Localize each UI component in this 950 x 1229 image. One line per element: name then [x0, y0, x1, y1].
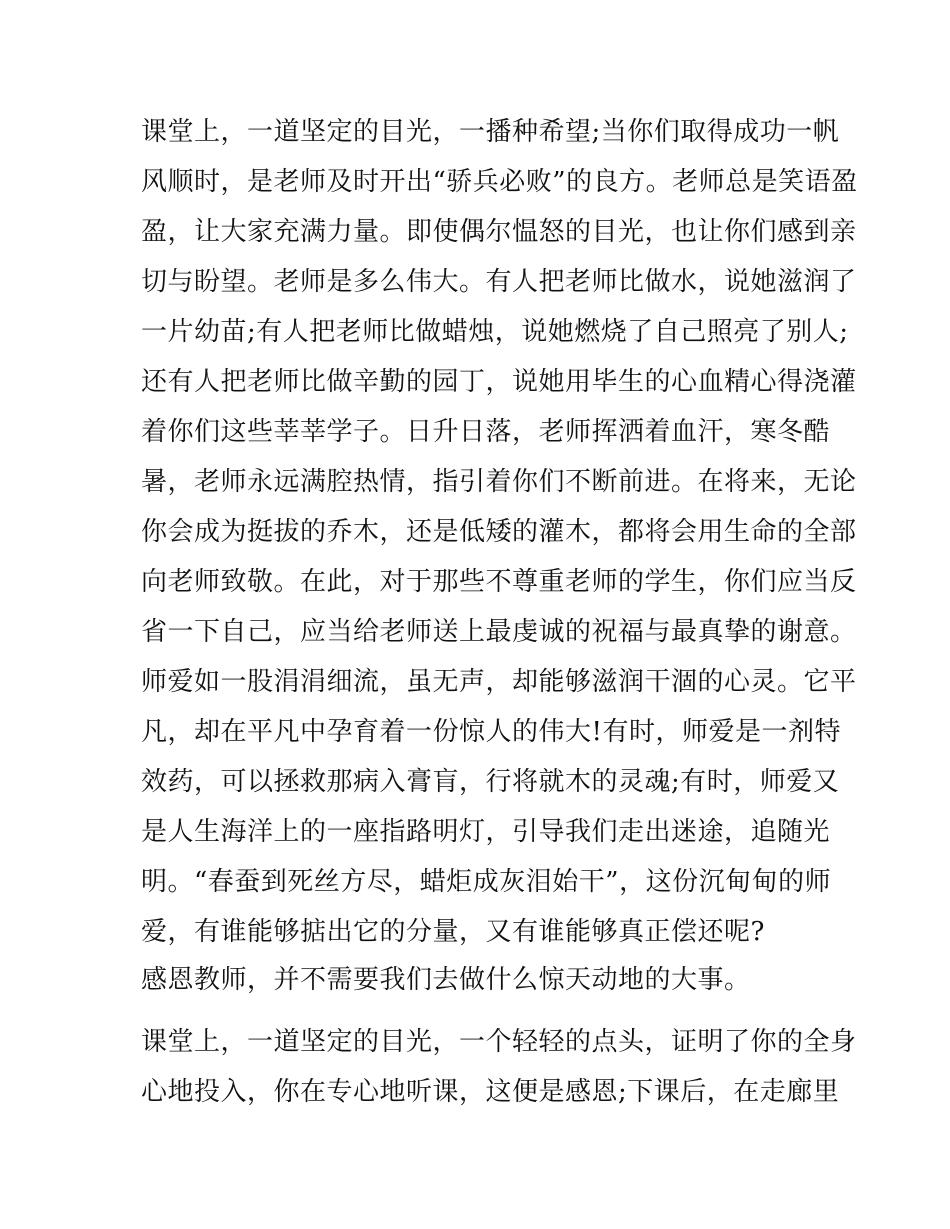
text-line: 一片幼苗;有人把老师比做蜡烛，说她燃烧了自己照亮了别人; [141, 317, 849, 347]
text-line: 爱，有谁能够掂出它的分量，又有谁能够真正偿还呢? [141, 917, 765, 947]
text-line: 你会成为挺拔的乔木，还是低矮的灌木，都将会用生命的全部 [141, 517, 857, 547]
text-line: 暑，老师永远满腔热情，指引着你们不断前进。在将来，无论 [141, 467, 857, 497]
text-line: 明。“春蚕到死丝方尽，蜡炬成灰泪始干”，这份沉甸甸的师 [141, 867, 832, 897]
text-line: 风顺时，是老师及时开出“骄兵必败”的良方。老师总是笑语盈 [141, 167, 858, 197]
text-line: 向老师致敬。在此，对于那些不尊重老师的学生，你们应当反 [141, 567, 857, 597]
text-line: 切与盼望。老师是多么伟大。有人把老师比做水，说她滋润了 [141, 267, 857, 297]
text-line: 盈，让大家充满力量。即使偶尔愠怒的目光，也让你们感到亲 [141, 217, 857, 247]
text-line: 凡，却在平凡中孕育着一份惊人的伟大!有时，师爱是一剂特 [141, 717, 841, 747]
text-line: 效药，可以拯救那病入膏肓，行将就木的灵魂;有时，师爱又 [141, 767, 840, 797]
text-line: 师爱如一股涓涓细流，虽无声，却能够滋润干涸的心灵。它平 [141, 667, 857, 697]
text-line: 还有人把老师比做辛勤的园丁，说她用毕生的心血精心得浇灌 [141, 367, 857, 397]
text-line: 感恩教师，并不需要我们去做什么惊天动地的大事。 [141, 965, 751, 995]
text-line: 着你们这些莘莘学子。日升日落，老师挥洒着血汗，寒冬酷 [141, 417, 831, 447]
text-line: 是人生海洋上的一座指路明灯，引导我们走出迷途，追随光 [141, 817, 831, 847]
text-line: 课堂上，一道坚定的目光，一播种希望;当你们取得成功一帆 [141, 117, 840, 147]
text-line: 课堂上，一道坚定的目光，一个轻轻的点头，证明了你的全身 [141, 1027, 857, 1057]
text-line: 心地投入，你在专心地听课，这便是感恩;下课后，在走廊里 [141, 1077, 840, 1107]
text-line: 省一下自己，应当给老师送上最虔诚的祝福与最真挚的谢意。 [141, 617, 857, 647]
